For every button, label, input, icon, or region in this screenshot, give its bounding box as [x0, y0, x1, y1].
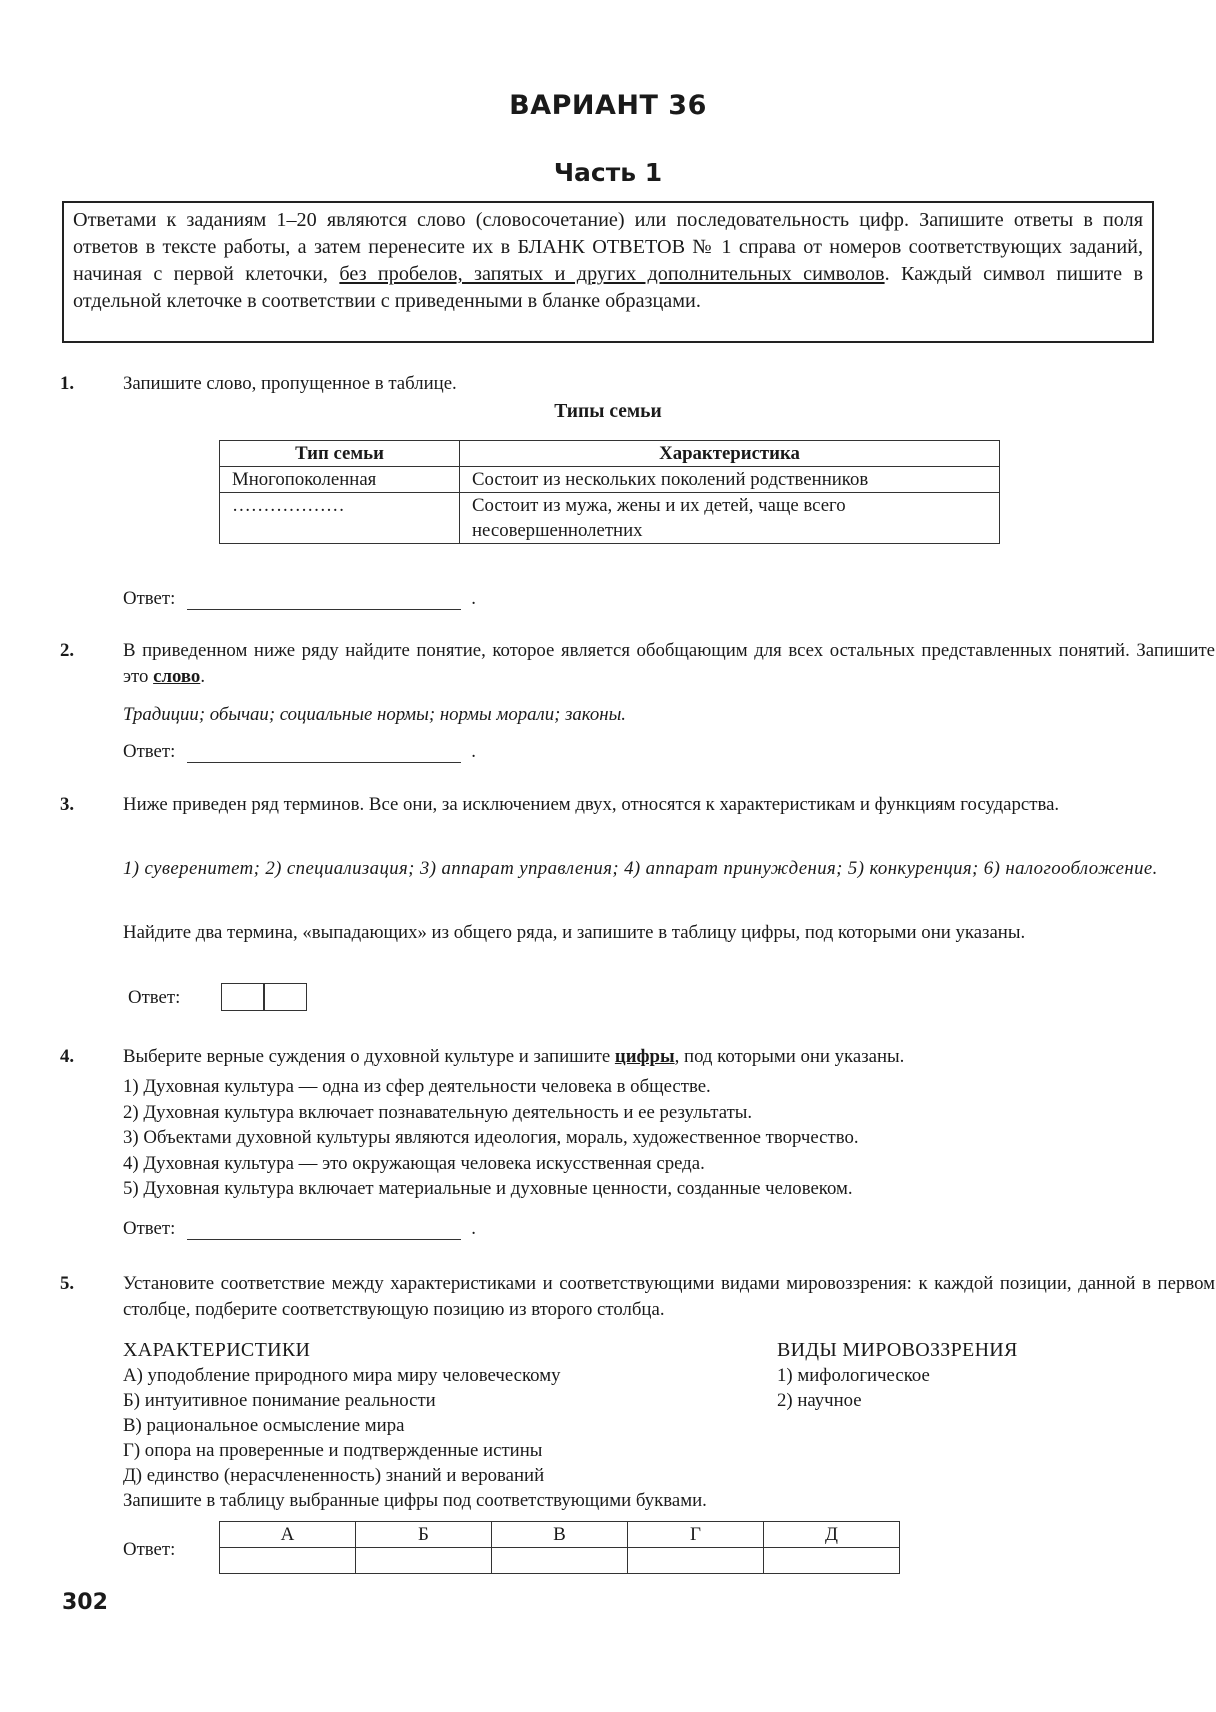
table-cell: Состоит из нескольких поколений родственников: [460, 467, 1000, 493]
part-title: Часть 1: [553, 158, 663, 187]
task-list: 1) суверенитет; 2) специализация; 3) аппарат управления; 4) аппарат принуждения; 5) конкуренция; 6) налогообложение.: [123, 858, 1158, 879]
table-header-row: [220, 441, 1000, 467]
list-item: 3) Объектами духовной культуры являются идеология, мораль, художественное творчество.: [123, 1127, 859, 1148]
answer-grid-5: [219, 1521, 900, 1574]
answer-label: Ответ:: [123, 1539, 176, 1560]
list-item: Г) опора на проверенные и подтвержденные истины: [123, 1440, 543, 1461]
list-item: 4) Духовная культура — это окружающая человека искусственная среда.: [123, 1152, 705, 1174]
list-item: 1) Духовная культура — одна из сфер деятельности человека в обществе.: [123, 1076, 711, 1097]
instructions-underlined: без пробелов, запятых и других дополнительных символов: [339, 263, 885, 285]
task-question: Установите соответствие между характеристиками и соответствующими видами мировоззрения: к каждой позиции, данной в первом столбце, подберите соответствующую позицию из второго столбца.: [123, 1273, 1215, 1320]
answer-row-3: [128, 987, 180, 1009]
question-text: Выберите верные суждения о духовной культуре и запишите: [123, 1046, 615, 1067]
answer-cell[interactable]: [356, 1548, 492, 1574]
answer-cell[interactable]: [628, 1548, 764, 1574]
table-row: [220, 467, 1000, 493]
variant-title: ВАРИАНТ 36: [509, 90, 707, 121]
task-question: [123, 638, 1215, 690]
task-number: 4.: [60, 1046, 75, 1067]
question-emphasis: цифры: [614, 1046, 675, 1067]
family-types-table: [219, 440, 1000, 544]
instructions-box: [62, 201, 1154, 343]
letter-cell: Г: [628, 1522, 764, 1548]
answer-row-2: Ответ: .: [123, 741, 476, 762]
list-item: Б) интуитивное понимание реальности: [123, 1390, 436, 1411]
question-text: В приведенном ниже ряду найдите понятие, которое является обобщающим для всех остальных представленных понятий. Запишите это: [123, 640, 1215, 687]
question-emphasis: слово: [153, 666, 201, 687]
question-text: , под которыми они указаны.: [674, 1046, 905, 1067]
answer-cell[interactable]: [221, 983, 265, 1011]
column-header: ХАРАКТЕРИСТИКИ: [123, 1339, 311, 1361]
answers-row: [220, 1548, 900, 1574]
list-item: В) рациональное осмысление мира: [123, 1415, 405, 1436]
list-item: 5) Духовная культура включает материальные и духовные ценности, созданные человеком.: [123, 1178, 853, 1199]
instructions-text-a: Ответами к заданиям 1–20 являются слово (словосочетание) или последовательность цифр. Запишите ответы в поля ответов в тексте работы, а затем перенесите их в БЛАНК ОТВЕТОВ № 1 справа от номеров соответствующих заданий, начиная с первой клеточки,: [73, 209, 1143, 285]
task-list: Традиции; обычаи; социальные нормы; нормы морали; законы.: [123, 704, 626, 725]
list-item: 2) научное: [777, 1390, 862, 1411]
answer-field-2[interactable]: [187, 744, 461, 763]
table-cell: ………………: [220, 493, 460, 544]
list-item: Д) единство (нерасчлененность) знаний и верований: [123, 1465, 545, 1486]
answer-label: Ответ:: [128, 987, 181, 1008]
answer-field-1[interactable]: [187, 591, 461, 610]
column-header: ВИДЫ МИРОВОЗЗРЕНИЯ: [777, 1339, 1018, 1361]
letter-cell: Б: [356, 1522, 492, 1548]
task-number: 1.: [60, 373, 75, 394]
letter-cell: Д: [764, 1522, 900, 1548]
table-header-cell: Характеристика: [460, 441, 1000, 467]
task-question: Ниже приведен ряд терминов. Все они, за исключением двух, относятся к характеристикам и функциям государства.: [123, 794, 1060, 815]
list-item: 2) Духовная культура включает познавательную деятельность и ее результаты.: [123, 1101, 753, 1123]
list-item: 1) мифологическое: [777, 1365, 930, 1386]
answer-row-1: Ответ: .: [123, 588, 476, 609]
task-instruction: Найдите два термина, «выпадающих» из общего ряда, и запишите в таблицу цифры, под которыми они указаны.: [123, 922, 1026, 943]
answer-label: Ответ:: [123, 741, 176, 762]
characteristics-column: [123, 1338, 763, 1488]
options-list: [123, 1074, 1215, 1202]
answer-cell[interactable]: [492, 1548, 628, 1574]
task-number: 2.: [60, 640, 75, 661]
task-question: [123, 1044, 1215, 1070]
table-header-cell: Тип семьи: [220, 441, 460, 467]
table-cell: Многопоколенная: [220, 467, 460, 493]
letters-row: [220, 1522, 900, 1548]
instructions-text-b: . Каждый символ пишите в отдельной клеточке в соответствии с приведенными в бланке образцами.: [73, 263, 1143, 312]
answer-cells-3: [222, 983, 307, 1011]
answer-row-5: [123, 1539, 175, 1561]
answer-row-4: Ответ: .: [123, 1218, 476, 1239]
table-caption: Типы семьи: [554, 401, 662, 422]
answer-label: Ответ:: [123, 1218, 176, 1239]
answer-cell[interactable]: [220, 1548, 356, 1574]
question-text: .: [200, 666, 206, 687]
task-question: Запишите слово, пропущенное в таблице.: [123, 373, 457, 394]
answer-cell[interactable]: [263, 983, 307, 1011]
list-item: А) уподобление природного мира миру человеческому: [123, 1365, 561, 1386]
table-cell: Состоит из мужа, жены и их детей, чаще всего несовершеннолетних: [460, 493, 1000, 544]
letter-cell: В: [492, 1522, 628, 1548]
answer-label: Ответ:: [123, 588, 176, 609]
task-5-instruction: Запишите в таблицу выбранные цифры под соответствующими буквами.: [123, 1490, 707, 1511]
task-number: 5.: [60, 1273, 75, 1294]
task-number: 3.: [60, 794, 75, 815]
letter-cell: А: [220, 1522, 356, 1548]
page-number: 302: [62, 1590, 108, 1615]
answer-field-4[interactable]: [187, 1221, 461, 1240]
table-row: [220, 493, 1000, 544]
answer-cell[interactable]: [764, 1548, 900, 1574]
worldview-column: [777, 1338, 1137, 1413]
